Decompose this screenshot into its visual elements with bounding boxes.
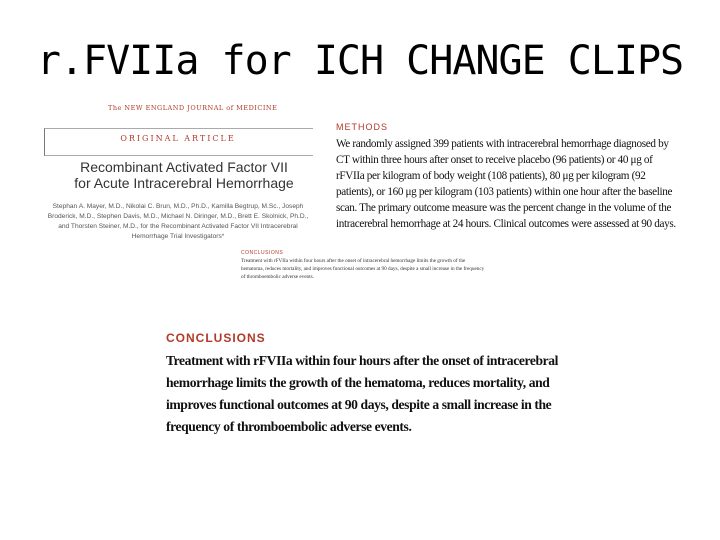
journal-name: The NEW ENGLAND JOURNAL of MEDICINE bbox=[108, 104, 278, 112]
article-authors: Stephan A. Mayer, M.D., Nikolai C. Brun, M.D., Ph.D., Kamilla Begtrup, M.Sc., Joseph Broderick, M.D., Stephen Davis, M.D., Michael N. Diringer, M.D., Brett E. Skolnick, Ph.D., and Thorsten Steiner, M.D., for the Recombinant Activated Factor VII Intracerebral Hemorrhage Trial Investigators* bbox=[47, 203, 309, 240]
article-title: Recombinant Activated Factor VII for Acute Intracerebral Hemorrhage bbox=[74, 159, 294, 191]
conclusions-large-heading: CONCLUSIONS bbox=[166, 331, 266, 345]
conclusions-small-heading: CONCLUSIONS bbox=[241, 250, 284, 256]
methods-text: We randomly assigned 399 patients with intracerebral hemorrhage diagnosed by CT within three hours after onset to receive placebo (96 patients) or 40 μg of rFVIIa per kilogram of body weight (108 patients), 80 μg per kilogram (92 patients), or 160 μg per kilogram (103 patients) within one hour after the baseline scan. The primary outcome measure was the percent change in the volume of the intracerebral hemorrhage at 24 hours. Clinical outcomes were assessed at 90 days. bbox=[336, 138, 676, 230]
conclusions-large-text: Treatment with rFVIIa within four hours after the onset of intracerebral hemorrhage limits the growth of the hematoma, reduces mortality, and improves functional outcomes at 90 days, despite a small increase in the frequency of thromboembolic adverse events. bbox=[166, 353, 559, 434]
article-header-clipping bbox=[44, 104, 314, 264]
conclusions-small-text: Treatment with rFVIIa within four hours after the onset of intracerebral hemorrhage limits the growth of the hematoma, reduces mortality, and improves functional outcomes at 90 days, despite a small increase in the frequency of thromboembolic adverse events. bbox=[241, 258, 485, 280]
methods-heading: METHODS bbox=[336, 122, 388, 132]
article-type-label: ORIGINAL ARTICLE bbox=[120, 134, 236, 143]
slide-title: r.FVIIa for ICH CHANGE CLIPS bbox=[36, 38, 684, 84]
